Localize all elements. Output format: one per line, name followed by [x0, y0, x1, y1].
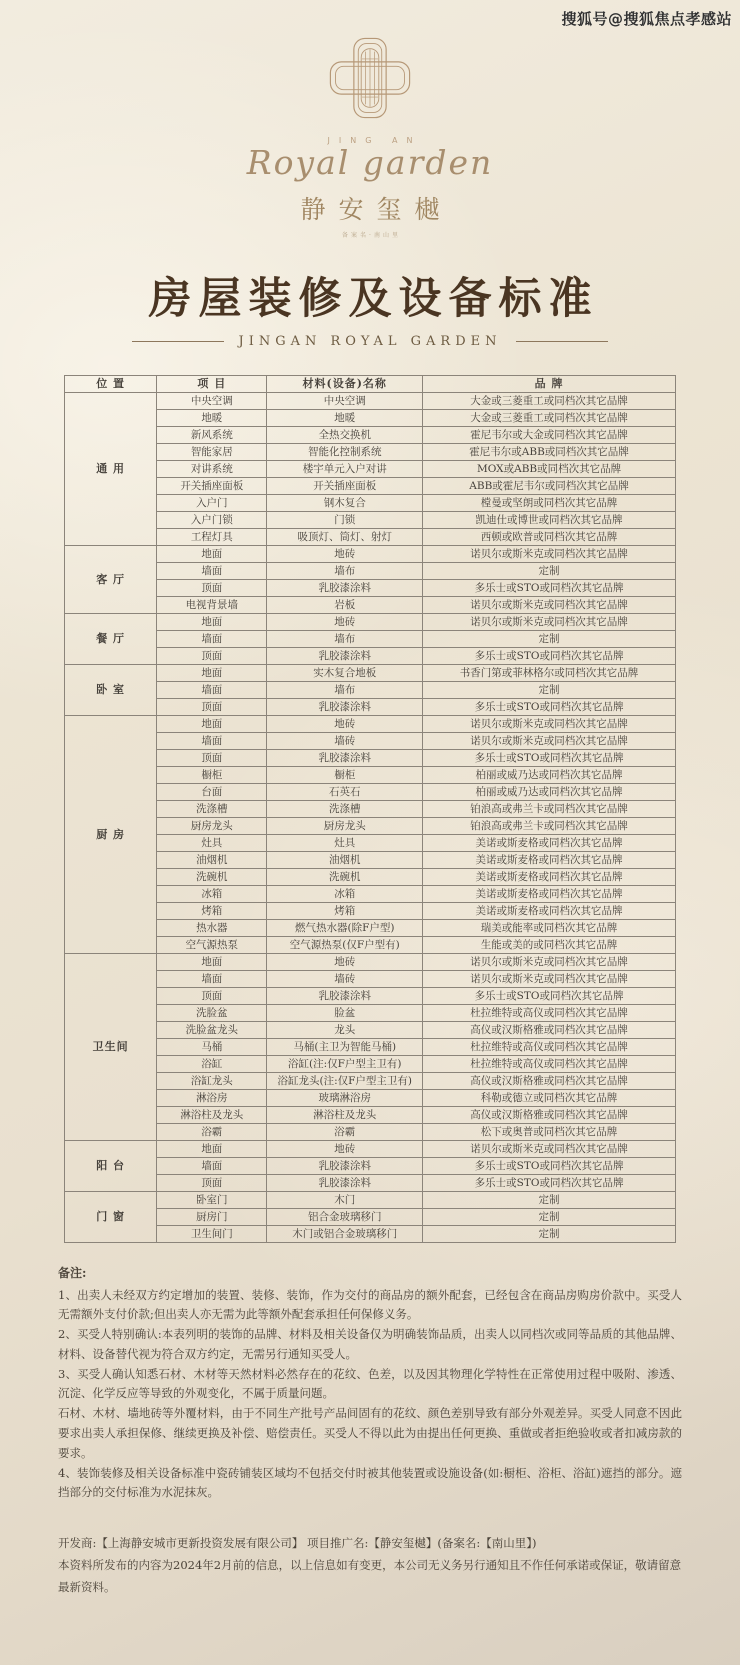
material-cell: 马桶(主卫为智能马桶) [267, 1039, 423, 1056]
brand-cell: 柏丽或威乃达或同档次其它品牌 [423, 784, 676, 801]
brand-cell: 美诺或斯麦格或同档次其它品牌 [423, 869, 676, 886]
material-cell: 门锁 [267, 512, 423, 529]
table-row [65, 767, 676, 784]
table-row [65, 1124, 676, 1141]
table-row [65, 801, 676, 818]
item-cell: 橱柜 [157, 767, 267, 784]
brand-cell: 樘曼或坚朗或同档次其它品牌 [423, 495, 676, 512]
material-cell: 乳胶漆涂料 [267, 750, 423, 767]
logo-jingan-text: JING AN [327, 136, 422, 145]
brand-cell: 科勒或德立或同档次其它品牌 [423, 1090, 676, 1107]
item-cell: 地面 [157, 1141, 267, 1158]
table-row [65, 1005, 676, 1022]
table-row [65, 818, 676, 835]
material-cell: 洗涤槽 [267, 801, 423, 818]
material-cell: 乳胶漆涂料 [267, 699, 423, 716]
brand-cell: 定制 [423, 563, 676, 580]
material-cell: 地暖 [267, 410, 423, 427]
table-row [65, 716, 676, 733]
table-row [65, 563, 676, 580]
location-cell: 门 窗 [65, 1192, 157, 1243]
item-cell: 顶面 [157, 699, 267, 716]
material-cell: 中央空调 [267, 393, 423, 410]
brand-cell: 杜拉维特或高仪或同档次其它品牌 [423, 1056, 676, 1073]
developer-line: 开发商:【上海静安城市更新投资发展有限公司】 项目推广名:【静安玺樾】(备案名:【南山里】) [58, 1536, 537, 1551]
table-row [65, 1158, 676, 1175]
item-cell: 洗脸盆龙头 [157, 1022, 267, 1039]
item-cell: 顶面 [157, 750, 267, 767]
material-cell: 地砖 [267, 546, 423, 563]
material-cell: 墙布 [267, 682, 423, 699]
table-row [65, 750, 676, 767]
item-cell: 浴缸龙头 [157, 1073, 267, 1090]
table-row [65, 1039, 676, 1056]
table-row [65, 444, 676, 461]
item-cell: 墙面 [157, 682, 267, 699]
brand-cell: 诺贝尔或斯米克或同档次其它品牌 [423, 614, 676, 631]
brand-cell: 瑞美或能率或同档次其它品牌 [423, 920, 676, 937]
item-cell: 台面 [157, 784, 267, 801]
item-cell: 对讲系统 [157, 461, 267, 478]
table-row [65, 512, 676, 529]
material-cell: 实木复合地板 [267, 665, 423, 682]
item-cell: 中央空调 [157, 393, 267, 410]
subtitle-rule-left [132, 341, 224, 342]
item-cell: 洗碗机 [157, 869, 267, 886]
notes-list [58, 1286, 682, 1503]
table-row [65, 427, 676, 444]
item-cell: 电视背景墙 [157, 597, 267, 614]
table-row [65, 580, 676, 597]
table-row [65, 1192, 676, 1209]
brand-cell: 多乐士或STO或同档次其它品牌 [423, 580, 676, 597]
brand-cell: 多乐士或STO或同档次其它品牌 [423, 1158, 676, 1175]
brand-cell: 霍尼韦尔或ABB或同档次其它品牌 [423, 444, 676, 461]
material-cell: 脸盆 [267, 1005, 423, 1022]
brand-cell: 高仪或汉斯格雅或同档次其它品牌 [423, 1107, 676, 1124]
brand-cell: 多乐士或STO或同档次其它品牌 [423, 1175, 676, 1192]
table-row [65, 546, 676, 563]
item-cell: 新风系统 [157, 427, 267, 444]
column-header: 项 目 [157, 376, 267, 393]
item-cell: 地面 [157, 716, 267, 733]
table-row [65, 886, 676, 903]
material-cell: 钢木复合 [267, 495, 423, 512]
item-cell: 顶面 [157, 648, 267, 665]
subtitle-text: JINGAN ROYAL GARDEN [238, 334, 502, 349]
brand-cell: 定制 [423, 682, 676, 699]
material-cell: 淋浴柱及龙头 [267, 1107, 423, 1124]
note-item: 石材、木材、墙地砖等外覆材料，由于不同生产批号产品间固有的花纹、颜色差别导致有部分外观差异。买受人同意不因此要求出卖人承担保修、继续更换及补偿、赔偿责任。买受人不得以此为由提出任何更换、重做或者拒绝验收或者扣减房款的要求。 [58, 1406, 682, 1460]
quatrefoil-ornament-icon [326, 34, 414, 122]
brand-cell: 大金或三菱重工或同档次其它品牌 [423, 393, 676, 410]
brand-cell: 诺贝尔或斯米克或同档次其它品牌 [423, 954, 676, 971]
footer-section [58, 1533, 682, 1599]
table-row [65, 784, 676, 801]
item-cell: 墙面 [157, 971, 267, 988]
material-cell: 智能化控制系统 [267, 444, 423, 461]
table-row [65, 597, 676, 614]
item-cell: 烤箱 [157, 903, 267, 920]
material-cell: 橱柜 [267, 767, 423, 784]
table-header [65, 376, 676, 393]
page-title: 房屋装修及设备标准 [148, 274, 599, 324]
item-cell: 顶面 [157, 580, 267, 597]
item-cell: 顶面 [157, 1175, 267, 1192]
item-cell: 顶面 [157, 988, 267, 1005]
location-cell: 卧 室 [65, 665, 157, 716]
brand-cell: 诺贝尔或斯米克或同档次其它品牌 [423, 546, 676, 563]
table-row [65, 971, 676, 988]
material-cell: 墙布 [267, 631, 423, 648]
item-cell: 智能家居 [157, 444, 267, 461]
material-cell: 灶具 [267, 835, 423, 852]
location-cell: 卫生间 [65, 954, 157, 1141]
note-item: 3、买受人确认知悉石材、木材等天然材料必然存在的花纹、色差，以及因其物理化学特性在正常使用过程中吸附、渗透、沉淀、化学反应等导致的外观变化，不属于质量问题。 [58, 1366, 682, 1401]
brand-cell: 定制 [423, 1192, 676, 1209]
table-row [65, 988, 676, 1005]
material-cell: 木门或铝合金玻璃移门 [267, 1226, 423, 1243]
item-cell: 入户门锁 [157, 512, 267, 529]
material-cell: 冰箱 [267, 886, 423, 903]
brand-cell: 杜拉维特或高仪或同档次其它品牌 [423, 1005, 676, 1022]
brand-cell: 诺贝尔或斯米克或同档次其它品牌 [423, 971, 676, 988]
item-cell: 马桶 [157, 1039, 267, 1056]
item-cell: 墙面 [157, 733, 267, 750]
location-cell: 阳 台 [65, 1141, 157, 1192]
table-row [65, 614, 676, 631]
item-cell: 地面 [157, 546, 267, 563]
brand-cell: 美诺或斯麦格或同档次其它品牌 [423, 886, 676, 903]
brand-cell: 美诺或斯麦格或同档次其它品牌 [423, 903, 676, 920]
brand-logo [0, 0, 740, 239]
material-cell: 浴霸 [267, 1124, 423, 1141]
brand-cell: 霍尼韦尔或大金或同档次其它品牌 [423, 427, 676, 444]
brand-cell: 高仪或汉斯格雅或同档次其它品牌 [423, 1073, 676, 1090]
brand-cell: 定制 [423, 1209, 676, 1226]
header-row [65, 376, 676, 393]
material-cell: 浴缸(注:仅F户型主卫有) [267, 1056, 423, 1073]
brand-cell: 诺贝尔或斯米克或同档次其它品牌 [423, 716, 676, 733]
item-cell: 墙面 [157, 631, 267, 648]
material-cell: 乳胶漆涂料 [267, 1158, 423, 1175]
material-cell: 地砖 [267, 1141, 423, 1158]
material-cell: 玻璃淋浴房 [267, 1090, 423, 1107]
brand-cell: 铂浪高或弗兰卡或同档次其它品牌 [423, 801, 676, 818]
table-row [65, 682, 676, 699]
note-item: 2、买受人特别确认:本表列明的装饰的品牌、材料及相关设备仅为明确装饰品质，出卖人以同档次或同等品质的其他品牌、材料、设备替代视为符合双方约定，无需另行通知买受人。 [58, 1327, 682, 1361]
table-row [65, 1175, 676, 1192]
material-cell: 乳胶漆涂料 [267, 1175, 423, 1192]
item-cell: 厨房龙头 [157, 818, 267, 835]
item-cell: 卫生间门 [157, 1226, 267, 1243]
location-cell: 通 用 [65, 393, 157, 546]
material-cell: 乳胶漆涂料 [267, 580, 423, 597]
brand-cell: ABB或霍尼韦尔或同档次其它品牌 [423, 478, 676, 495]
table-row [65, 903, 676, 920]
material-cell: 铝合金玻璃移门 [267, 1209, 423, 1226]
brand-cell: 松下或奥普或同档次其它品牌 [423, 1124, 676, 1141]
material-cell: 燃气热水器(除F户型) [267, 920, 423, 937]
location-cell: 客 厅 [65, 546, 157, 614]
table-row [65, 665, 676, 682]
disclaimer-line: 本资料所发布的内容为2024年2月前的信息，以上信息如有变更，本公司无义务另行通知且不作任何承诺或保证，敬请留意最新资料。 [58, 1557, 682, 1594]
brand-cell: 多乐士或STO或同档次其它品牌 [423, 750, 676, 767]
material-cell: 烤箱 [267, 903, 423, 920]
table-row [65, 1209, 676, 1226]
item-cell: 热水器 [157, 920, 267, 937]
item-cell: 洗脸盆 [157, 1005, 267, 1022]
table-row [65, 1107, 676, 1124]
item-cell: 入户门 [157, 495, 267, 512]
spec-table-body [65, 393, 676, 1243]
item-cell: 洗涤槽 [157, 801, 267, 818]
brand-cell: 诺贝尔或斯米克或同档次其它品牌 [423, 597, 676, 614]
brand-cell: MOX或ABB或同档次其它品牌 [423, 461, 676, 478]
item-cell: 空气源热泵 [157, 937, 267, 954]
decoration-standards-table [64, 375, 676, 1243]
notes-title: 备注: [58, 1266, 87, 1280]
item-cell: 墙面 [157, 563, 267, 580]
brand-cell: 多乐士或STO或同档次其它品牌 [423, 699, 676, 716]
table-row [65, 869, 676, 886]
sohu-watermark: 搜狐号@搜狐焦点孝感站 [561, 10, 732, 28]
item-cell: 墙面 [157, 1158, 267, 1175]
brand-cell: 凯迪仕或博世或同档次其它品牌 [423, 512, 676, 529]
material-cell: 墙砖 [267, 971, 423, 988]
material-cell: 木门 [267, 1192, 423, 1209]
location-cell: 厨 房 [65, 716, 157, 954]
item-cell: 淋浴房 [157, 1090, 267, 1107]
material-cell: 楼宇单元入户对讲 [267, 461, 423, 478]
table-row [65, 835, 676, 852]
table-row [65, 1073, 676, 1090]
item-cell: 卧室门 [157, 1192, 267, 1209]
table-row [65, 461, 676, 478]
item-cell: 地面 [157, 614, 267, 631]
item-cell: 淋浴柱及龙头 [157, 1107, 267, 1124]
item-cell: 冰箱 [157, 886, 267, 903]
item-cell: 油烟机 [157, 852, 267, 869]
material-cell: 龙头 [267, 1022, 423, 1039]
brand-cell: 杜拉维特或高仪或同档次其它品牌 [423, 1039, 676, 1056]
material-cell: 空气源热泵(仅F户型有) [267, 937, 423, 954]
brand-cell: 高仪或汉斯格雅或同档次其它品牌 [423, 1022, 676, 1039]
material-cell: 吸顶灯、筒灯、射灯 [267, 529, 423, 546]
table-row [65, 1090, 676, 1107]
material-cell: 浴缸龙头(注:仅F户型主卫有) [267, 1073, 423, 1090]
item-cell: 地面 [157, 954, 267, 971]
brand-cell: 西顿或欧普或同档次其它品牌 [423, 529, 676, 546]
material-cell: 厨房龙头 [267, 818, 423, 835]
table-row [65, 954, 676, 971]
table-row [65, 495, 676, 512]
brand-cell: 多乐士或STO或同档次其它品牌 [423, 648, 676, 665]
material-cell: 墙布 [267, 563, 423, 580]
logo-record-name: 备案名·南山里 [342, 232, 401, 239]
brand-cell: 诺贝尔或斯米克或同档次其它品牌 [423, 733, 676, 750]
item-cell: 地暖 [157, 410, 267, 427]
column-header: 位 置 [65, 376, 157, 393]
page-subtitle [0, 334, 740, 349]
brand-cell: 定制 [423, 631, 676, 648]
brand-cell: 生能或美的或同档次其它品牌 [423, 937, 676, 954]
table-row [65, 1141, 676, 1158]
material-cell: 岩板 [267, 597, 423, 614]
item-cell: 地面 [157, 665, 267, 682]
note-item: 4、装饰装修及相关设备标准中瓷砖铺装区域均不包括交付时被其他装置或设施设备(如:橱柜、浴柜、浴缸)遮挡的部分。遮挡部分的交付标准为水泥抹灰。 [58, 1465, 682, 1500]
item-cell: 浴缸 [157, 1056, 267, 1073]
material-cell: 开关插座面板 [267, 478, 423, 495]
table-row [65, 733, 676, 750]
brand-cell: 柏丽或威乃达或同档次其它品牌 [423, 767, 676, 784]
table-row [65, 937, 676, 954]
column-header: 材料(设备)名称 [267, 376, 423, 393]
brand-cell: 美诺或斯麦格或同档次其它品牌 [423, 852, 676, 869]
material-cell: 乳胶漆涂料 [267, 988, 423, 1005]
item-cell: 厨房门 [157, 1209, 267, 1226]
brand-cell: 美诺或斯麦格或同档次其它品牌 [423, 835, 676, 852]
table-row [65, 920, 676, 937]
subtitle-rule-right [516, 341, 608, 342]
item-cell: 灶具 [157, 835, 267, 852]
brand-cell: 多乐士或STO或同档次其它品牌 [423, 988, 676, 1005]
table-row [65, 631, 676, 648]
material-cell: 乳胶漆涂料 [267, 648, 423, 665]
table-row [65, 410, 676, 427]
brand-cell: 定制 [423, 1226, 676, 1243]
note-item: 1、出卖人未经双方约定增加的装置、装修、装饰，作为交付的商品房的额外配套，已经包含在商品房购房价款中。买受人无需额外支付价款;但出卖人亦无需为此等额外配套承担任何保修义务。 [58, 1287, 682, 1322]
notes-section [58, 1263, 682, 1503]
brand-cell: 书香门第或菲林格尔或同档次其它品牌 [423, 665, 676, 682]
material-cell: 油烟机 [267, 852, 423, 869]
logo-chinese-name: 静安玺樾 [300, 195, 453, 224]
material-cell: 墙砖 [267, 733, 423, 750]
material-cell: 洗碗机 [267, 869, 423, 886]
table-row [65, 478, 676, 495]
brand-cell: 大金或三菱重工或同档次其它品牌 [423, 410, 676, 427]
material-cell: 地砖 [267, 954, 423, 971]
column-header: 品 牌 [423, 376, 676, 393]
item-cell: 开关插座面板 [157, 478, 267, 495]
table-row [65, 699, 676, 716]
material-cell: 地砖 [267, 614, 423, 631]
material-cell: 石英石 [267, 784, 423, 801]
table-row [65, 1056, 676, 1073]
table-row [65, 1226, 676, 1243]
table-row [65, 648, 676, 665]
item-cell: 浴霸 [157, 1124, 267, 1141]
brand-cell: 诺贝尔或斯米克或同档次其它品牌 [423, 1141, 676, 1158]
material-cell: 地砖 [267, 716, 423, 733]
logo-script-name: Royal garden [246, 143, 494, 182]
table-row [65, 393, 676, 410]
material-cell: 全热交换机 [267, 427, 423, 444]
table-row [65, 529, 676, 546]
location-cell: 餐 厅 [65, 614, 157, 665]
brand-cell: 铂浪高或弗兰卡或同档次其它品牌 [423, 818, 676, 835]
table-row [65, 1022, 676, 1039]
item-cell: 工程灯具 [157, 529, 267, 546]
table-row [65, 852, 676, 869]
